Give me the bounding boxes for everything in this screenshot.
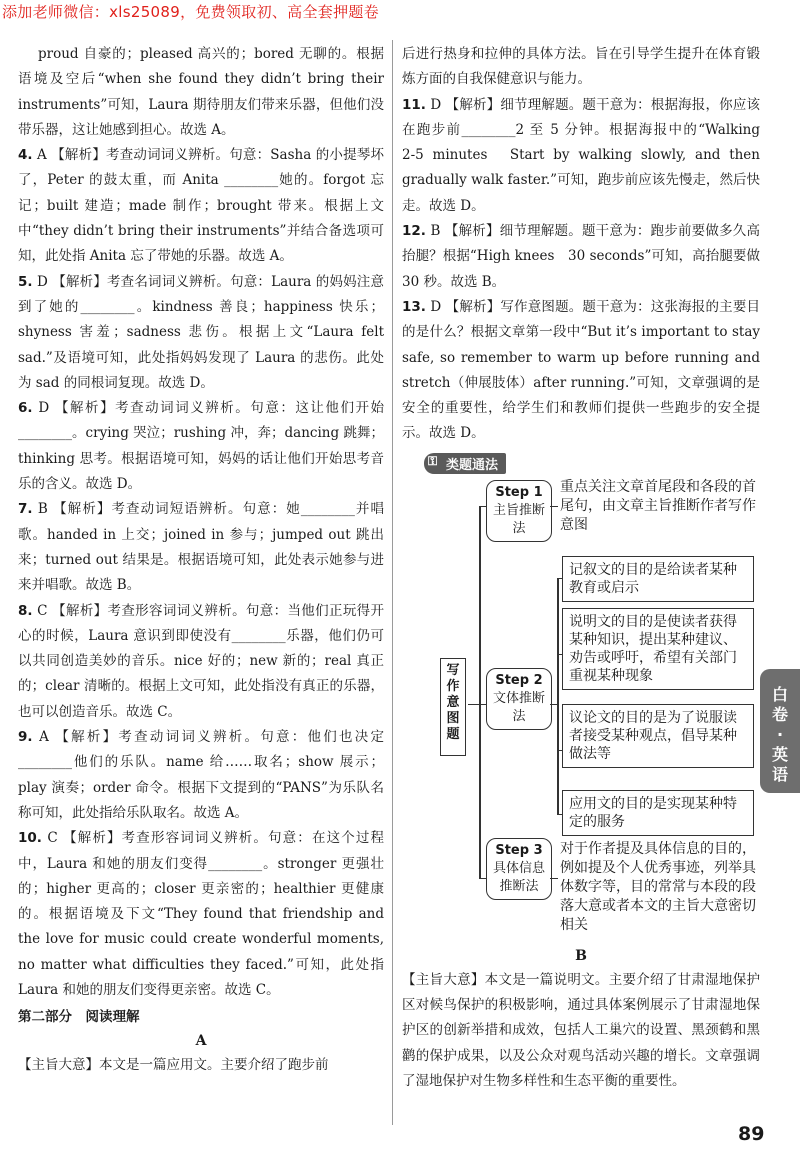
key-icon: ⚿ bbox=[428, 453, 438, 468]
side-tab-label: 白卷·英语 bbox=[771, 685, 788, 784]
main-idea-a-continuation: 后进行热身和拉伸的具体方法。旨在引导学生提升在体育锻炼方面的自我保健意识与能力。 bbox=[402, 46, 760, 88]
left-column bbox=[18, 42, 384, 1079]
mind-map bbox=[402, 478, 760, 940]
passage-letter-a: A bbox=[195, 1033, 207, 1050]
answer-8: 8. C 【解析】考查形容词词义辨析。句意：当他们正玩得开心的时候，Laura 意识到即使没有________乐器，他们仍可以共同创造美妙的音乐。nice 好的；new 新的；real 真正的；clear 清晰的。根据上文可知，此处指没有真正的乐器，也可以创造音乐。故选 C。 bbox=[18, 602, 384, 720]
map-step-3-desc: 对于作者提及具体信息的目的，例如提及个人优秀事迹，列举具体数字等，目的常常与本段的段落大意或者本文的主旨大意密切相关 bbox=[560, 840, 756, 933]
map-step-2-item: 记叙文的目的是给读者某种教育或启示 bbox=[562, 556, 754, 602]
map-connector bbox=[557, 578, 559, 814]
map-step-2-item: 说明文的目的是使读者获得某种知识，提出某种建议、劝告或呼吁，希望有关部门重视某种现象 bbox=[562, 608, 754, 690]
answer-12: 12. B 【解析】细节理解题。题干意为：跑步前要做多久高抬腿？根据“High knees 30 seconds”可知，高抬腿要做 30 秒。故选 B。 bbox=[402, 223, 761, 290]
map-connector bbox=[550, 878, 558, 880]
answer-9: 9. A 【解析】考查动词词义辨析。句意：他们也决定________他们的乐队。name 给……取名；show 展示；play 演奏；order 命令。根据下文提到的“PANS”为乐队名称可知，此处指给乐队取名。故选 A。 bbox=[18, 729, 385, 821]
map-connector bbox=[479, 506, 481, 878]
method-badge: ⚿ 类题通法 bbox=[424, 453, 506, 474]
map-step-1: Step 1 主旨推断法 bbox=[486, 480, 552, 542]
answer-3-continuation: proud 自豪的；pleased 高兴的；bored 无聊的。根据语境及空后“when she found they didn’t bring their instruments”可知，Laura 期待朋友们带来乐器，但他们没带乐器，这让她感到担心。故选 A。 bbox=[18, 46, 384, 138]
page-number: 89 bbox=[738, 1123, 765, 1145]
map-root: 写作意图题 bbox=[440, 658, 466, 756]
answer-5: 5. D 【解析】考查名词词义辨析。句意：Laura 的妈妈注意到了她的________。kindness 善良；happiness 快乐；shyness 害羞；sadness 悲伤。根据上文“Laura felt sad.”及语境可知，此处指妈妈发现了 Laura 的悲伤。此处为 sad 的同根词复现。故选 D。 bbox=[18, 273, 384, 391]
side-tab bbox=[760, 669, 800, 793]
main-idea-b: 【主旨大意】本文是一篇说明文。主要介绍了甘肃湿地保护区对候鸟保护的积极影响，通过具体案例展示了甘肃湿地保护区的创新举措和成效，包括人工巢穴的设置、黑颈鹤和黑鹳的保护成果，以及公众对观鸟活动兴趣的增长。文章强调了湿地保护对生物多样性和生态平衡的重要性。 bbox=[402, 971, 760, 1089]
map-step-3: Step 3 具体信息推断法 bbox=[486, 838, 552, 900]
answer-11: 11. D 【解析】细节理解题。题干意为：根据海报，你应该在跑步前________2 至 5 分钟。根据海报中的“Walking 2-5 minutes Start by walking slowly, and then gradually walk faster.”可知，跑步前应该先慢走，然后快走。故选 D。 bbox=[402, 96, 774, 214]
answer-13: 13. D 【解析】写作意图题。题干意为：这张海报的主要目的是什么？根据文章第一段中“But it’s important to stay safe, so remember to warm up before running and stretch（伸展肢体）after running.”可知，文章强调的是安全的重要性，给学生们和教师们提供一些跑步的安全提示。故选 D。 bbox=[402, 298, 760, 442]
section-title: 第二部分 阅读理解 bbox=[18, 1009, 140, 1026]
answer-10: 10. C 【解析】考查形容词词义辨析。句意：在这个过程中，Laura 和她的朋友们变得________。stronger 更强壮的；higher 更高的；closer 更亲密的；healthier 更健康的。根据语境及下文“They found that friendship and the love for music could create wonderful moments, no matter what difficulties they faced.”可知，此处指 Laura 和她的朋友们变得更亲密。故选 C。 bbox=[18, 830, 384, 998]
map-step-2-item: 应用文的目的是实现某种特定的服务 bbox=[562, 790, 754, 836]
main-idea-a: 【主旨大意】本文是一篇应用文。主要介绍了跑步前 bbox=[18, 1057, 329, 1074]
answer-7: 7. B 【解析】考查动词短语辨析。句意：她________并唱歌。handed in 上交；joined in 参与；jumped out 跳出来；turned out 结果是。根据语境可知，此处表示她参与进来并唱歌。故选 B。 bbox=[18, 501, 385, 594]
answer-4: 4. A 【解析】考查动词词义辨析。句意：Sasha 的小提琴坏了，Peter 的鼓太重，而 Anita ________她的。forgot 忘记；built 建造；made 制作；brought 带来。根据上文中“they didn’t bring their instruments”并结合备选项可知，此处指 Anita 忘了带她的乐器。故选 A。 bbox=[18, 147, 384, 265]
map-step-1-desc: 重点关注文章首尾段和各段的首尾句，由文章主旨推断作者写作意图 bbox=[560, 478, 756, 533]
watermark-text: 添加老师微信：xls25089，免费领取初、高全套押题卷 bbox=[2, 3, 379, 21]
passage-letter-b: B bbox=[575, 947, 587, 964]
map-connector bbox=[550, 506, 558, 508]
right-column bbox=[402, 42, 774, 1094]
column-divider bbox=[392, 40, 393, 1125]
map-step-2: Step 2 文体推断法 bbox=[486, 668, 552, 730]
answer-6: 6. D 【解析】考查动词词义辨析。句意：这让他们开始________。crying 哭泣；rushing 冲，奔；dancing 跳舞；thinking 思考。根据语境可知，妈妈的话让他们开始思考音乐的含义。故选 D。 bbox=[18, 400, 384, 493]
map-step-2-item: 议论文的目的是为了说服读者接受某种观点，倡导某种做法等 bbox=[562, 704, 754, 768]
